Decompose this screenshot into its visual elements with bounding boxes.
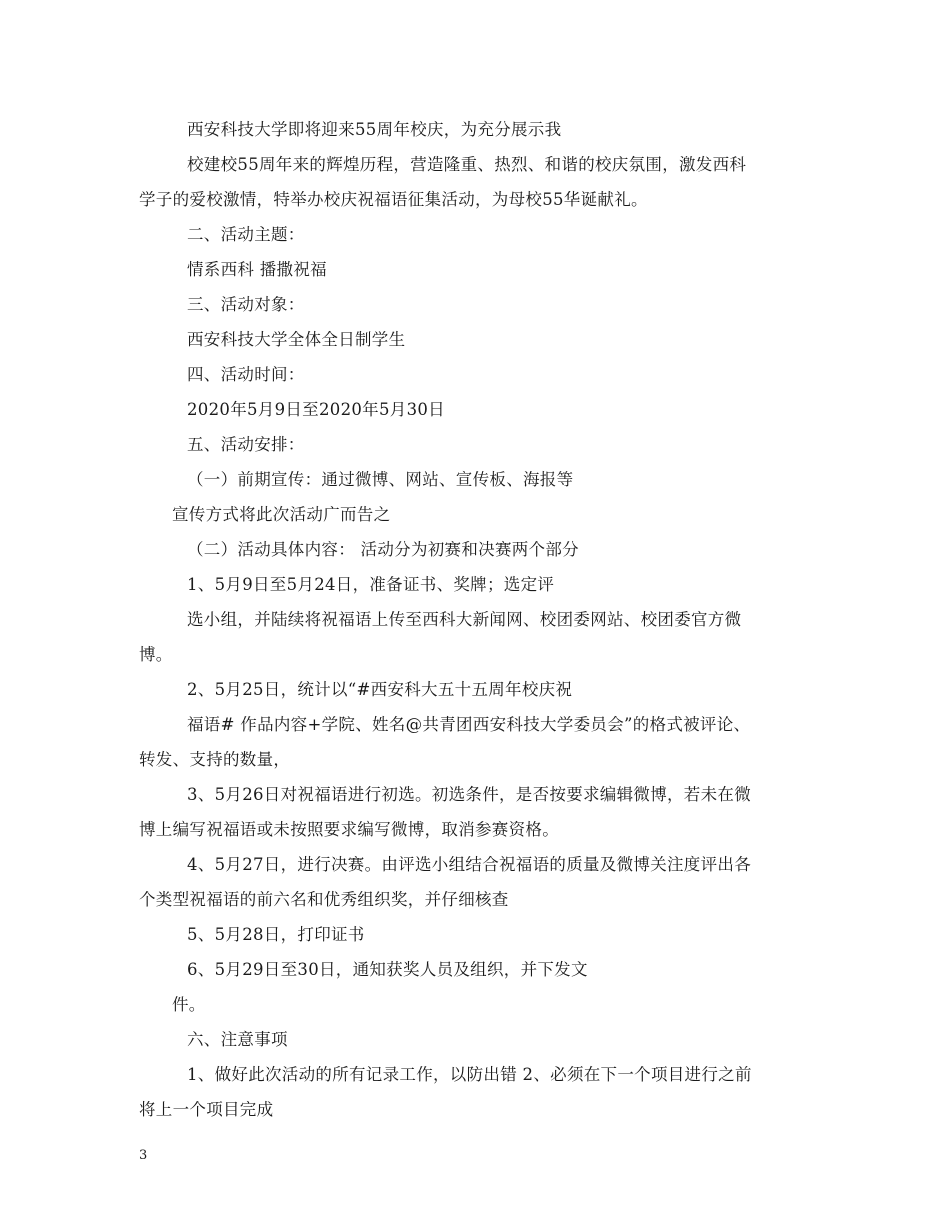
- text-line: 2、5月25日，统计以“#西安科大五十五周年校庆祝: [187, 680, 573, 699]
- text-line: 件。: [172, 995, 206, 1014]
- text-line: 5、5月28日，打印证书: [187, 925, 365, 944]
- text-line: （一）前期宣传：通过微博、网站、宣传板、海报等: [187, 470, 574, 489]
- text-line: 宣传方式将此次活动广而告之: [172, 505, 391, 524]
- section-heading: 五、活动安排：: [187, 435, 305, 454]
- section-heading: 六、注意事项: [187, 1030, 288, 1049]
- text-line: 6、5月29日至30日，通知获奖人员及组织，并下发文: [187, 960, 588, 979]
- text-line: 1、5月9日至5月24日，准备证书、奖牌；选定评: [187, 575, 555, 594]
- text-line: 4、5月27日，进行决赛。由评选小组结合祝福语的质量及微博关注度评出各: [187, 855, 751, 874]
- section-heading: 二、活动主题：: [187, 225, 305, 244]
- text-line: 学子的爱校激情，特举办校庆祝福语征集活动，为母校55华诞献礼。: [139, 190, 648, 209]
- page-number: 3: [139, 1148, 148, 1163]
- text-line: 选小组，并陆续将祝福语上传至西科大新闻网、校团委网站、校团委官方微: [187, 610, 742, 629]
- text-line: （二）活动具体内容： 活动分为初赛和决赛两个部分: [187, 540, 579, 559]
- text-line: 个类型祝福语的前六名和优秀组织奖，并仔细核查: [139, 890, 509, 909]
- text-line: 转发、支持的数量，: [139, 750, 291, 769]
- text-line: 博。: [139, 645, 173, 664]
- text-line: 校建校55周年来的辉煌历程，营造隆重、热烈、和谐的校庆氛围，激发西科: [187, 155, 747, 174]
- text-line: 西安科技大学即将迎来55周年校庆，为充分展示我: [187, 120, 562, 139]
- text-line: 1、做好此次活动的所有记录工作，以防出错 2、必须在下一个项目进行之前: [187, 1065, 752, 1084]
- text-line: 3、5月26日对祝福语进行初选。初选条件，是否按要求编辑微博，若未在微: [187, 785, 751, 804]
- text-line: 情系西科 播撒祝福: [187, 260, 327, 279]
- text-line: 2020年5月9日至2020年5月30日: [187, 400, 445, 419]
- text-line: 西安科技大学全体全日制学生: [187, 330, 406, 349]
- text-line: 福语# 作品内容+学院、姓名@共青团西安科技大学委员会”的格式被评论、: [187, 715, 751, 734]
- text-line: 博上编写祝福语或未按照要求编写微博，取消参赛资格。: [139, 820, 559, 839]
- section-heading: 三、活动对象：: [187, 295, 305, 314]
- section-heading: 四、活动时间：: [187, 365, 305, 384]
- text-line: 将上一个项目完成: [139, 1100, 274, 1119]
